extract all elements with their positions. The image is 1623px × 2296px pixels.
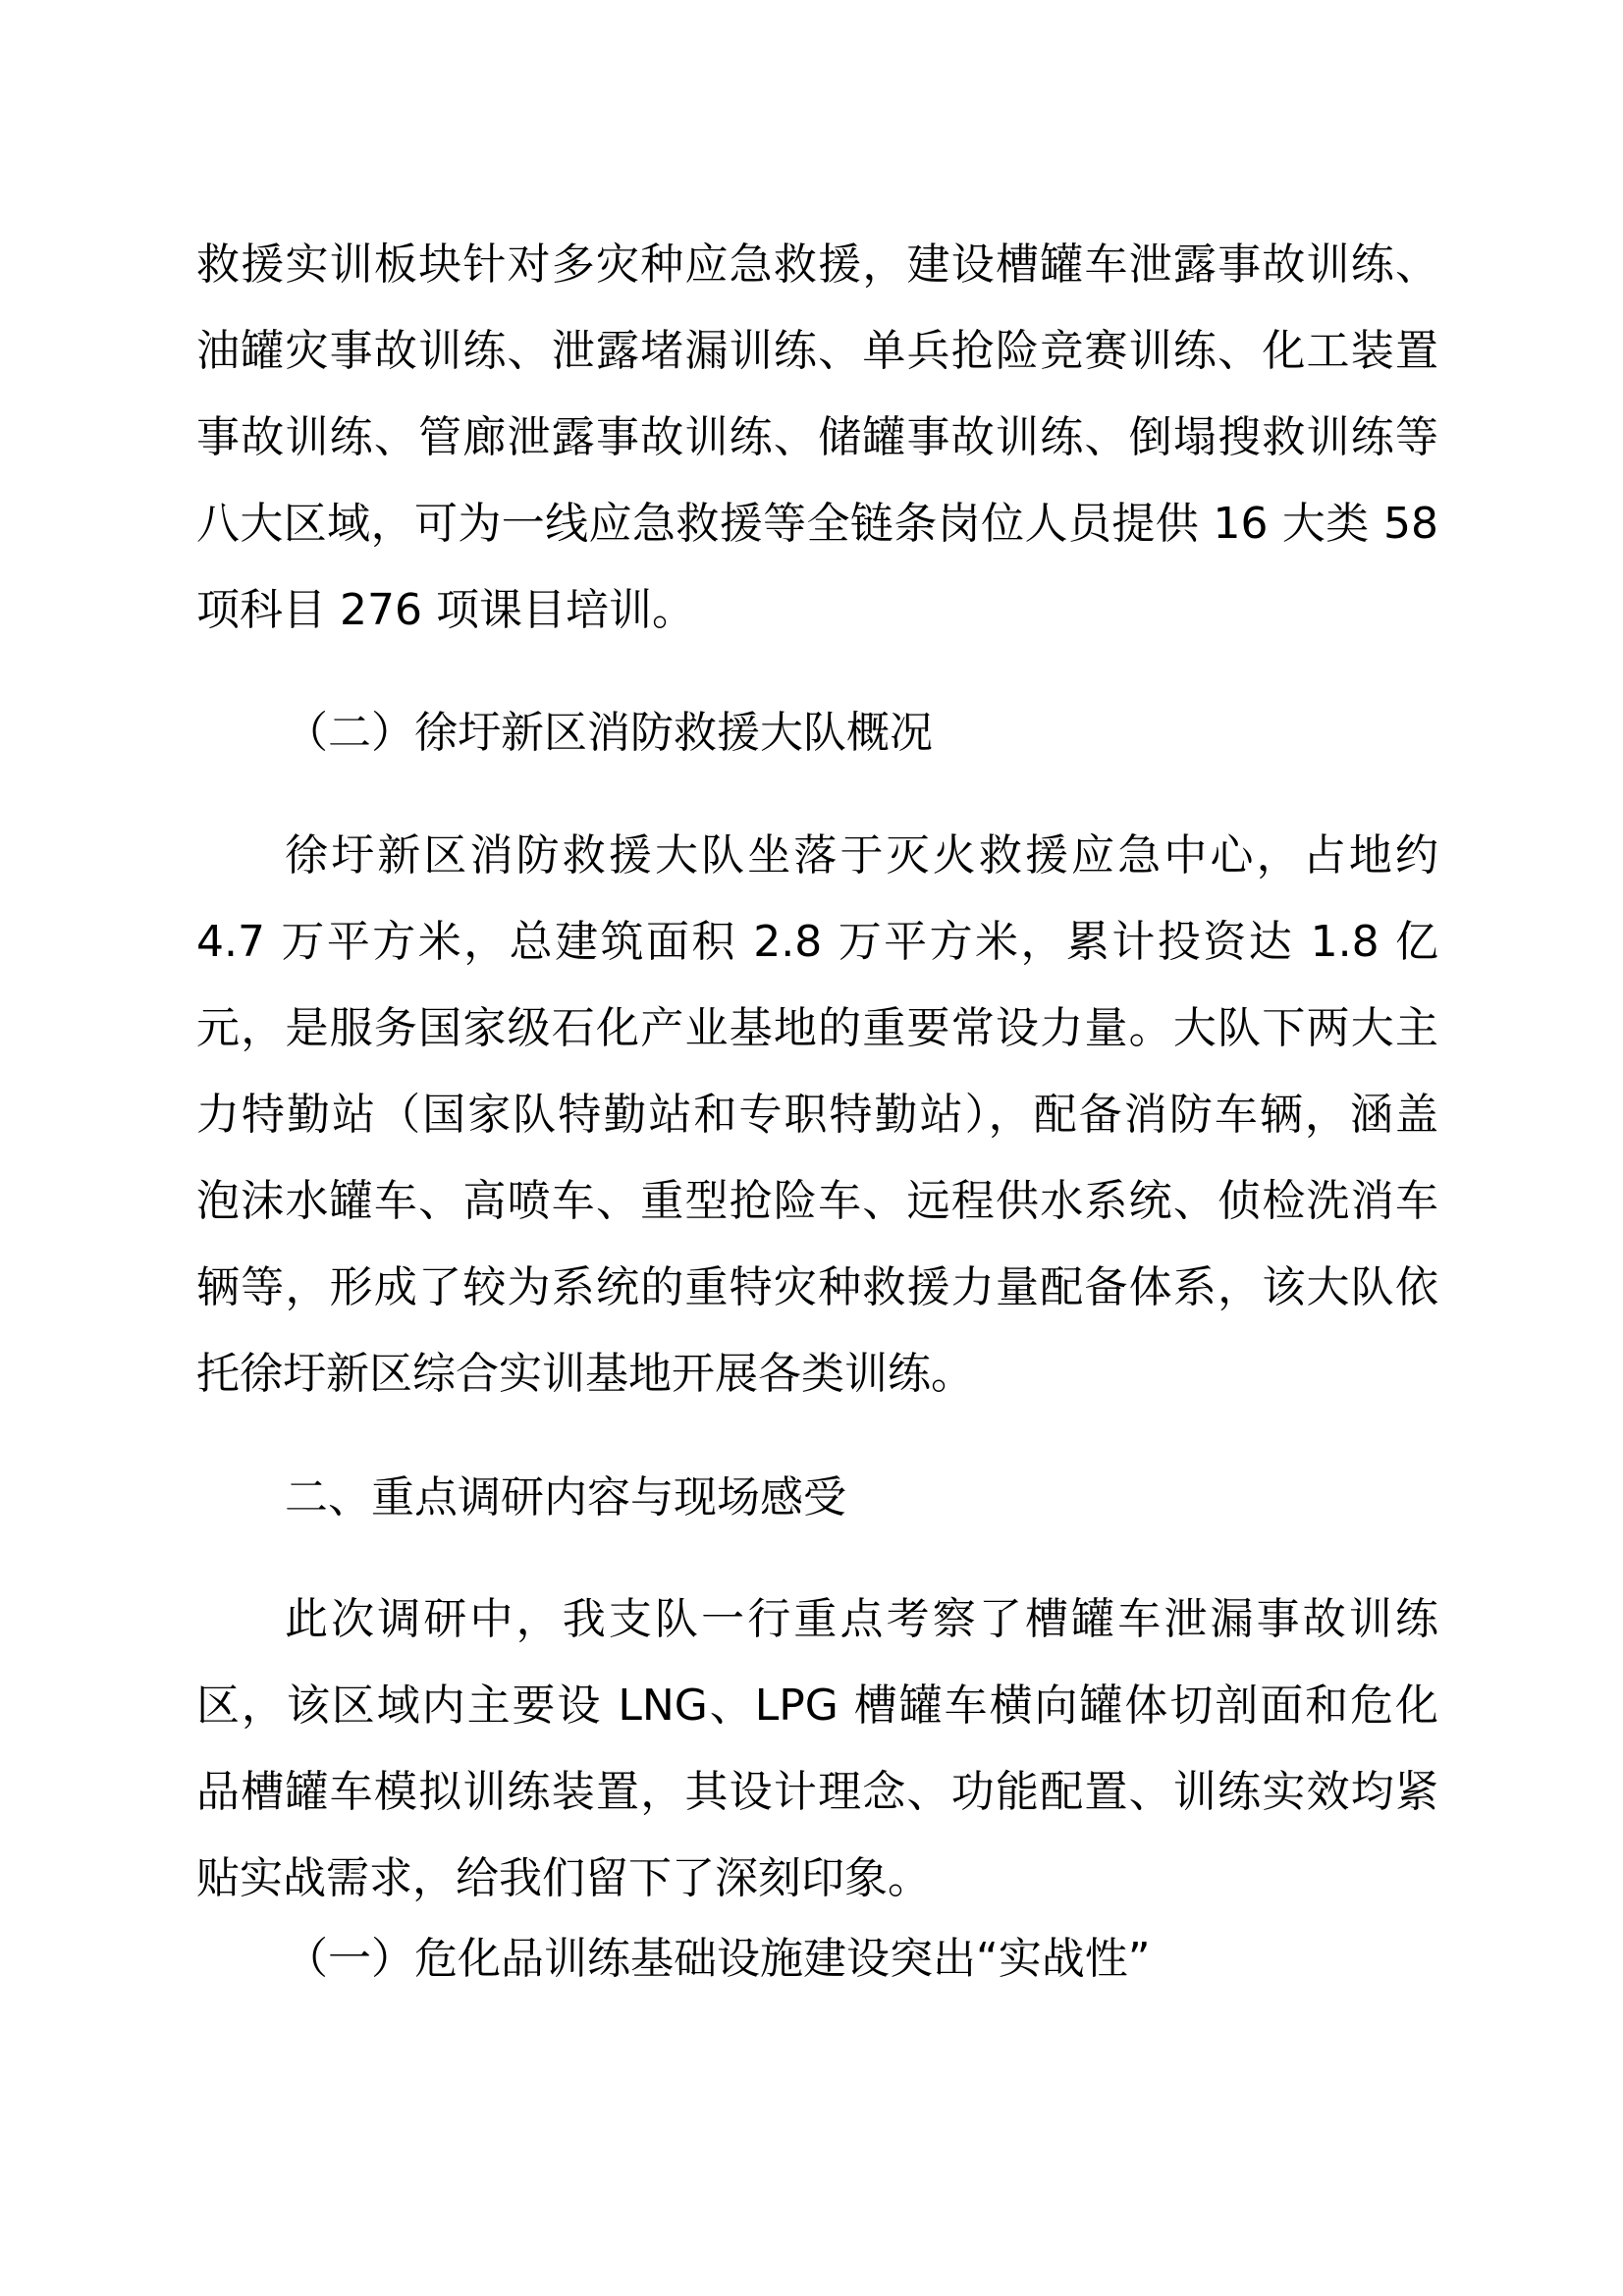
text-line: 力特勤站（国家队特勤站和专职特勤站），配备消防车辆，涵盖 (196, 1090, 1438, 1140)
section-heading-brigade-overview: （二）徐圩新区消防救援大队概况 (285, 708, 933, 758)
text-line: 贴实战需求，给我们留下了深刻印象。 (196, 1853, 931, 1903)
text-line: 托徐圩新区综合实训基地开展各类训练。 (196, 1349, 974, 1399)
text-line: 事故训练、管廊泄露事故训练、储罐事故训练、倒塌搜救训练等 (196, 412, 1438, 462)
text-line: 品槽罐车模拟训练装置，其设计理念、功能配置、训练实效均紧 (196, 1767, 1438, 1817)
text-line: 八大区域，可为一线应急救援等全链条岗位人员提供 16 大类 58 (196, 499, 1438, 549)
text-line: 救援实训板块针对多灾种应急救援，建设槽罐车泄露事故训练、 (196, 240, 1438, 290)
text-line: 辆等，形成了较为系统的重特灾种救援力量配备体系，该大队依 (196, 1262, 1438, 1312)
text-line: 此次调研中，我支队一行重点考察了槽罐车泄漏事故训练 (285, 1594, 1438, 1644)
text-line: 区，该区域内主要设 LNG、LPG 槽罐车横向罐体切剖面和危化 (196, 1681, 1438, 1731)
text-line: 元，是服务国家级石化产业基地的重要常设力量。大队下两大主 (196, 1003, 1438, 1053)
text-line: 4.7 万平方米，总建筑面积 2.8 万平方米，累计投资达 1.8 亿 (196, 917, 1438, 967)
text-line: 徐圩新区消防救援大队坐落于灭火救援应急中心，占地约 (285, 830, 1438, 881)
text-line: 项科目 276 项课目培训。 (196, 585, 695, 635)
text-line: 泡沫水罐车、高喷车、重型抢险车、远程供水系统、侦检洗消车 (196, 1176, 1438, 1226)
text-line: 油罐灾事故训练、泄露堵漏训练、单兵抢险竞赛训练、化工装置 (196, 326, 1438, 376)
section-heading-key-research: 二、重点调研内容与现场感受 (285, 1472, 846, 1522)
section-heading-infrastructure: （一）危化品训练基础设施建设突出“实战性” (285, 1934, 1151, 1984)
